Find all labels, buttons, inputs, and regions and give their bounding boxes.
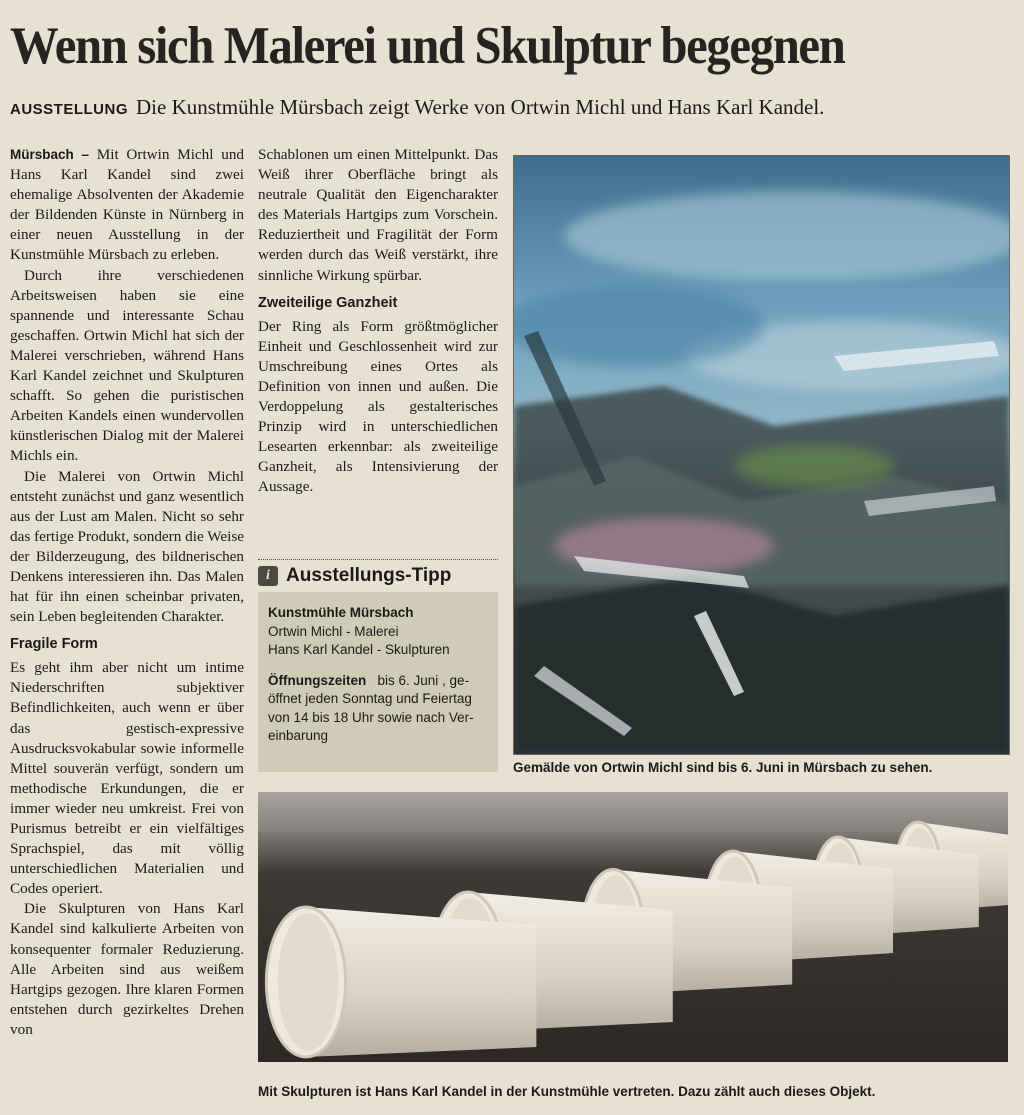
painting-image [514, 156, 1009, 754]
paragraph-7: Der Ring als Form größtmöglicher Einheit und Geschlossenheit wird zur Umschreibung eines Ortes als Definition von innen und außen. Die Verdoppelung als gestalterisches Prinzip wird in unterschiedlichen Lesearten erkennbar: als zweiteilige Ganzheit, als Intensivierung der Aussage. [258, 317, 498, 496]
cone-opening-6 [278, 913, 338, 1051]
kicker: AUSSTELLUNG [10, 101, 128, 118]
paragraph-4: Es geht ihm aber nicht um intime Niederschriften subjektiver Befindlichkeiten, auch wenn er über das gestisch-expressive Ausdrucksvokabular sowie informelle Mittel souverän verfügt, sondern um methodische Erkundungen, die er immer wieder neu umkreist. Frei von Purismus betreibt er ein vielfältiges Sprachspiel, das mit völlig unterschiedlichen Materialien und Codes operiert. [10, 659, 244, 898]
dateline: Mürsbach – [10, 147, 89, 162]
tip-hours-line-3: von 14 bis 18 Uhr sowie nach Ver- [268, 709, 474, 725]
sculpture-photo [258, 792, 1008, 1062]
headline: Wenn sich Malerei und Skulptur begegnen [10, 17, 845, 75]
subhead-zweiteilige-ganzheit: Zweiteilige Ganzheit [258, 294, 398, 311]
painting-caption: Gemälde von Ortwin Michl sind bis 6. Juni in Mürsbach zu sehen. [513, 760, 933, 775]
tip-divider [258, 559, 498, 560]
painting-photo [513, 155, 1010, 755]
paragraph-2: Durch ihre verschiedenen Arbeitsweisen haben sie eine spannende und interessante Schau geschaffen. Ortwin Michl hat sich der Malerei verschrieben, während Hans Karl Kandel zeichnet und Skulpturen schafft. So gehen die puristischen Arbeiten Kandels einen wundervollen künstlerischen Dialog mit der Malerei Michls ein. [10, 266, 244, 465]
paragraph-1-text: Mit Ortwin Michl und Hans Karl Kandel sind zwei ehemalige Absolventen der Akademie der Bildenden Künste in Nürnberg in einer neuen Ausstellung in der Kunstmühle Mürsbach zu erleben. [10, 146, 245, 264]
paragraph-5: Die Skulpturen von Hans Karl Kandel sind kalkulierte Arbeiten von konsequenter formaler Reduzierung. Alle Arbeiten sind aus weißem Hartgips gezogen. Ihre klaren Formen entstehen durch gezirkeltes Drehen von [10, 900, 244, 1038]
tip-line-2: Hans Karl Kandel - Skulpturen [268, 642, 450, 657]
tip-hours-line-2: öffnet jeden Sonntag und Feiertag [268, 691, 472, 706]
paragraph-3: Die Malerei von Ortwin Michl entsteht zunächst und ganz wesentlich aus der Lust am Malen. Nicht so sehr das fertige Produkt, sondern die Weise der Bilderzeugung, des bildnerischen Denkens interessieren ihn. Das Malen hat für ihn einen scheinbar privaten, sein Leben begleitenden Charakter. [10, 467, 244, 626]
subheadline-row [10, 92, 1014, 125]
article-column-1 [10, 145, 244, 1040]
sculpture-caption: Mit Skulpturen ist Hans Karl Kandel in der Kunstmühle vertreten. Dazu zählt auch dieses Objekt. [258, 1084, 876, 1099]
tip-header [258, 563, 498, 589]
paragraph-1 [10, 145, 244, 266]
tip-hours-label: Öffnungszeiten [268, 672, 367, 688]
tip-box [258, 592, 498, 772]
tip-hours-line-4: einbarung [268, 728, 329, 743]
subhead-fragile-form: Fragile Form [10, 636, 98, 653]
info-icon: i [258, 566, 278, 586]
paragraph-6: Schablonen um einen Mittelpunkt. Das Weiß ihrer Oberfläche bringt als neutrale Qualität den Eigencharakter des Materials Hartgips zum Vorschein. Reduziertheit und Fragilität der Form werden durch das Weiß verstärkt, ihre sinnliche Wirkung spürbar. [258, 146, 498, 284]
sculpture-image [258, 792, 1008, 1062]
tip-header-label: Ausstellungs-Tipp [286, 565, 452, 586]
tip-venue: Kunstmühle Mürsbach [268, 605, 414, 620]
subheadline: Die Kunstmühle Mürsbach zeigt Werke von Ortwin Michl und Hans Karl Kandel. [136, 95, 825, 119]
article-column-2 [258, 145, 498, 498]
tip-hours [268, 672, 488, 691]
tip-line-1: Ortwin Michl - Malerei [268, 623, 399, 639]
tip-hours-line-1: bis 6. Juni , ge- [377, 672, 470, 688]
